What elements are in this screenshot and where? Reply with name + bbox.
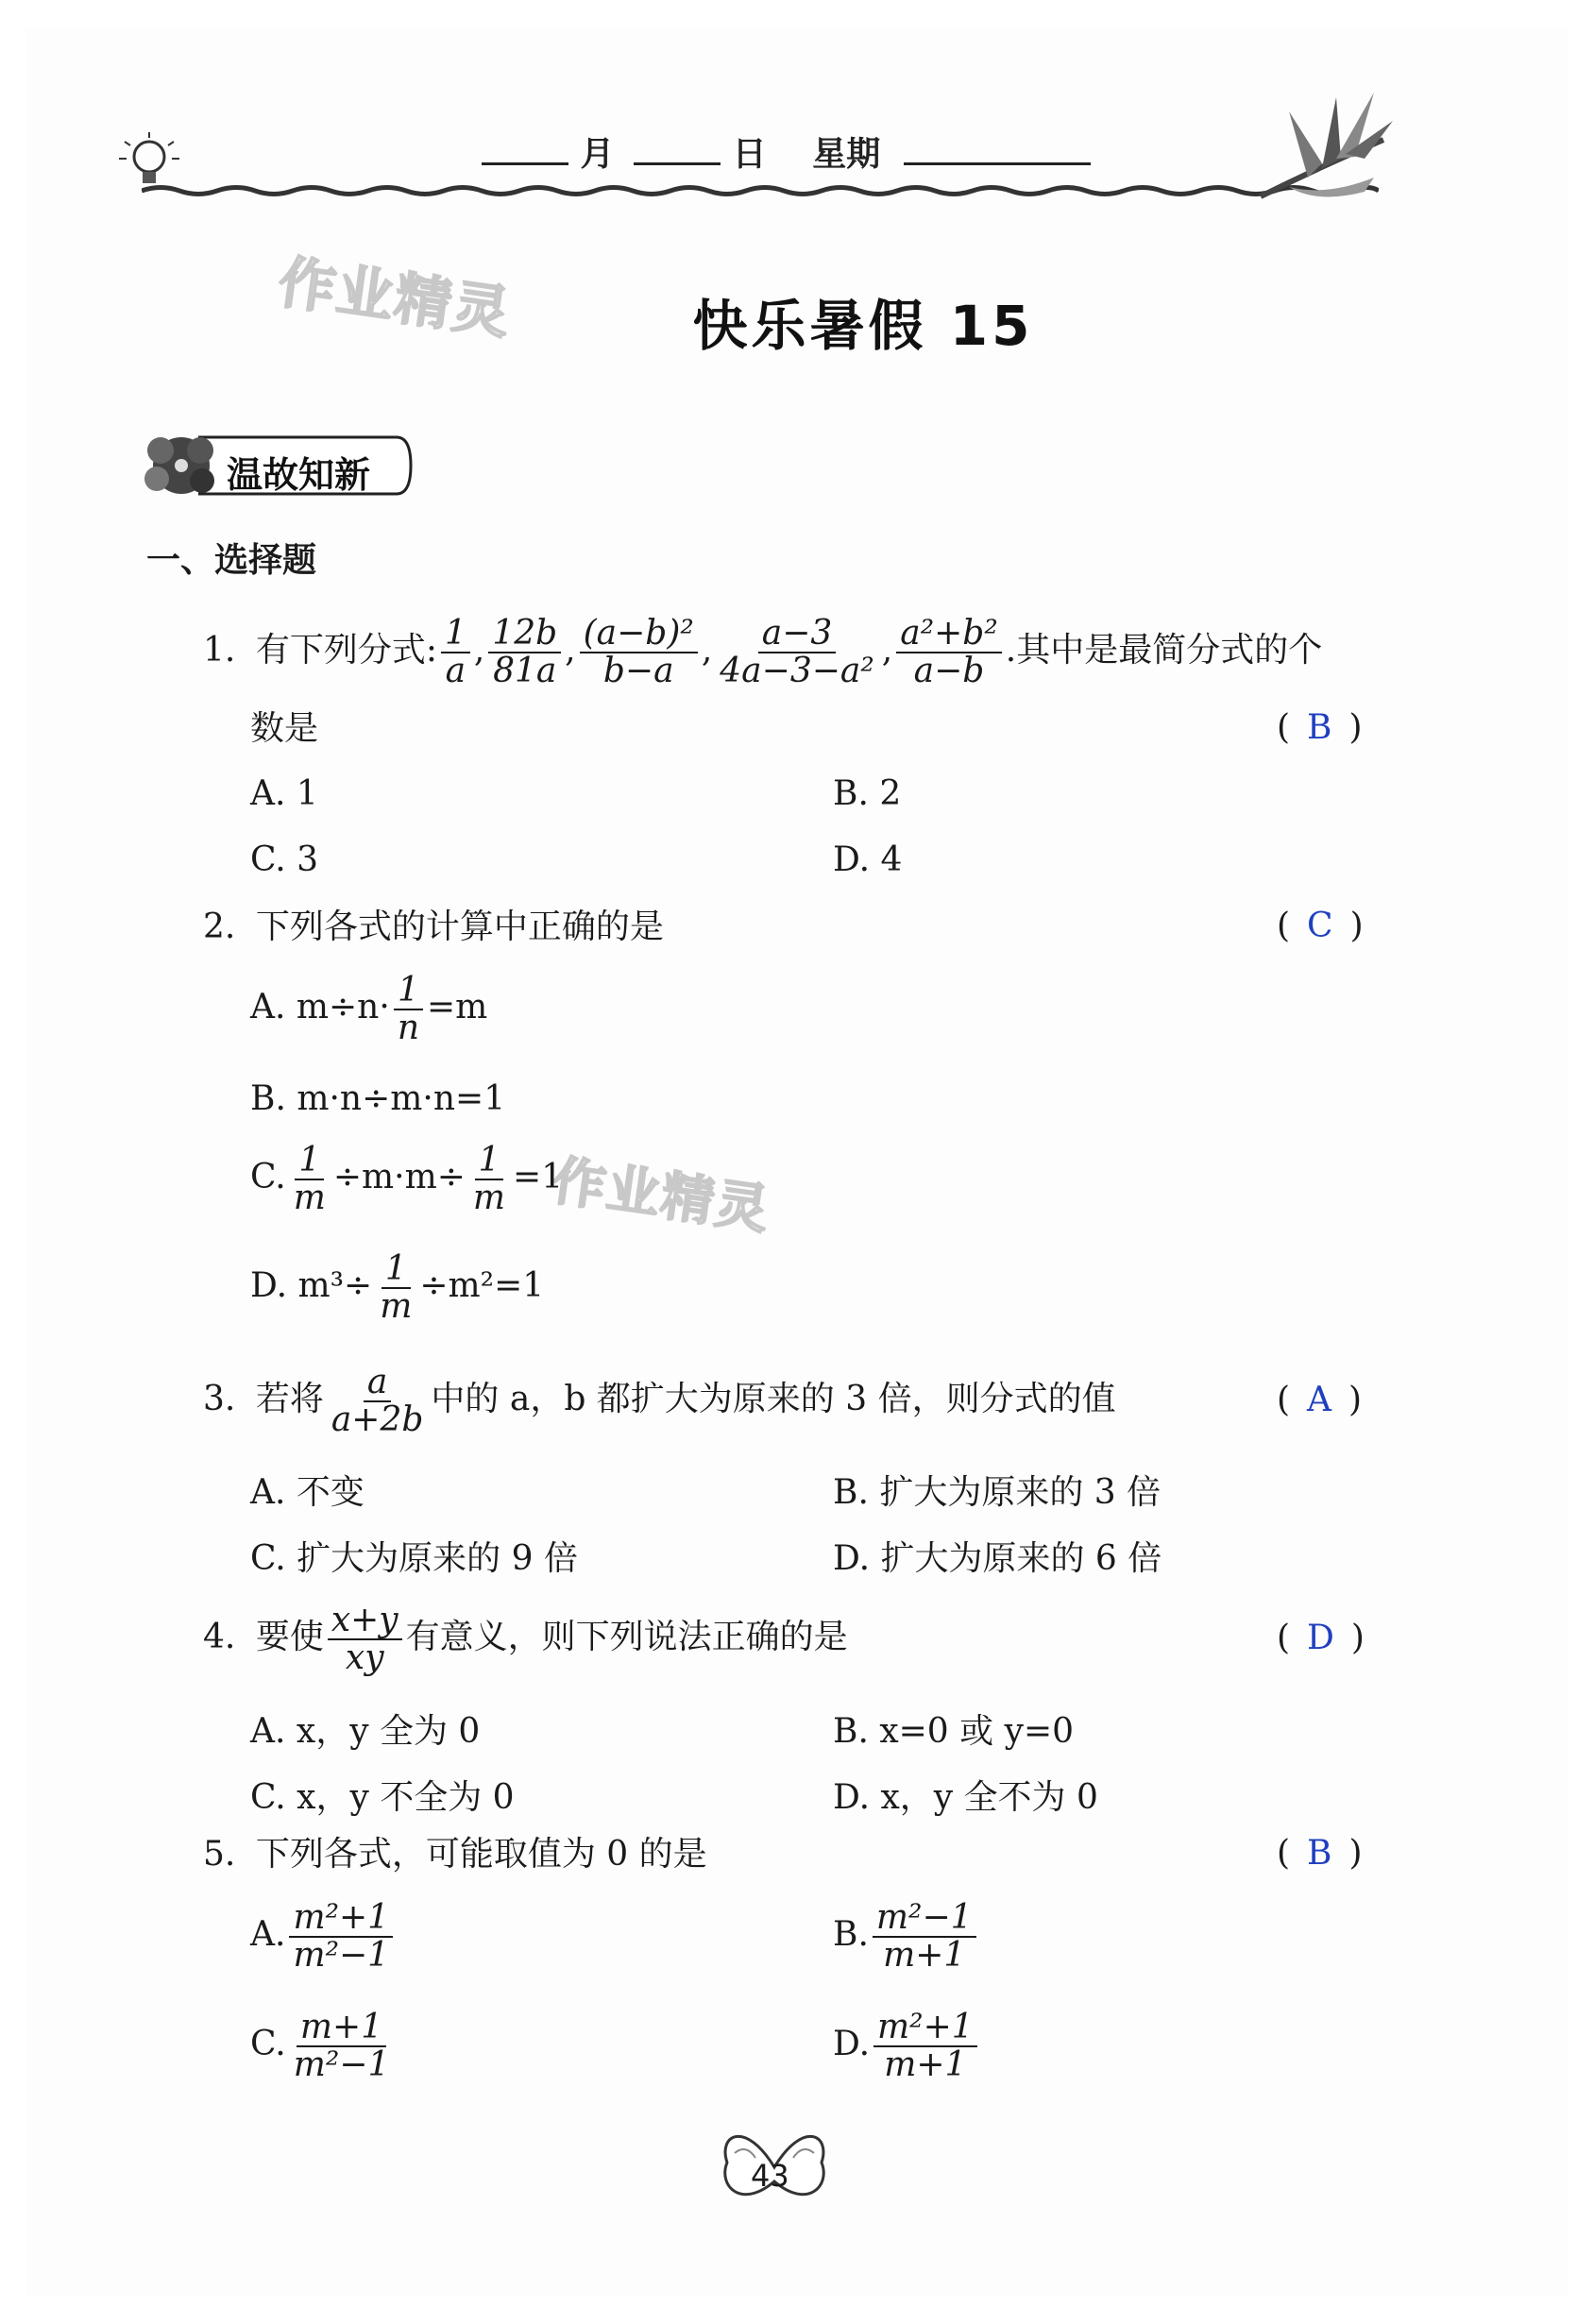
question-stem: 下列各式，可能取值为 0 的是 <box>255 1835 707 1874</box>
option-a: A. 1 <box>250 774 318 813</box>
answer-slot: (A) <box>1277 1381 1380 1419</box>
option-d: D. m³÷ $\frac{1}{m}$ ÷m²=1 <box>250 1249 545 1326</box>
option-c: C. x，y 不全为 0 <box>250 1778 515 1817</box>
question-number: 4. <box>203 1618 236 1656</box>
question-stem: 有下列分式: <box>255 631 437 670</box>
option-b: B. x=0 或 y=0 <box>833 1712 1075 1751</box>
hibiscus-flower-icon <box>144 437 214 494</box>
watermark: 作业精灵 <box>548 1150 774 1242</box>
question-stem: .其中是最简分式的个 <box>1005 631 1323 670</box>
fraction: $\frac{\text{(a−b)²}}{b-a}$ <box>580 616 698 689</box>
option-d: D. $\frac{\text{m²+1}}{m+1}$ <box>833 2010 981 2083</box>
watermark: 作业精灵 <box>274 249 516 348</box>
page-title: 快乐暑假 15 <box>692 294 1034 358</box>
question-number: 1. <box>203 631 236 670</box>
page-number: 43 <box>751 2158 789 2194</box>
month-label: 月 <box>580 135 615 174</box>
option-a: A. m÷n· $\frac{1}{n}$ =m <box>250 971 488 1047</box>
option-b: B. 扩大为原来的 3 倍 <box>833 1473 1162 1512</box>
weekday-label: 星期 <box>812 135 881 174</box>
option-d: D. 4 <box>833 840 903 879</box>
question-1: 1. 有下列分式: $\frac{1}{a}$ , $\frac{12b}{81a}$ , $\frac{\text{(a−b)²}}{b-a}$ , $\frac{a-3}{\text{4a−3−a²}}$ , $\frac{\text{a²+b²}}{a-b}$ .其中是最简分式的个 <box>203 614 1323 690</box>
question-number: 3. <box>203 1380 236 1418</box>
option-d: D. x，y 全不为 0 <box>833 1778 1098 1817</box>
weekday-blank[interactable] <box>904 134 1091 165</box>
option-c: C. 扩大为原来的 9 倍 <box>250 1539 578 1578</box>
option-a: A. 不变 <box>250 1473 365 1512</box>
fraction: $\frac{\text{a²+b²}}{a-b}$ <box>896 616 1002 689</box>
answer-slot: (B) <box>1277 1834 1380 1873</box>
option-c: C. $\frac{m+1}{\text{m²−1}}$ <box>250 2008 390 2084</box>
answer-slot: (B) <box>1277 708 1380 747</box>
date-row <box>482 127 1091 176</box>
fraction: $\frac{12b}{81a}$ <box>488 616 561 689</box>
question-stem: 下列各式的计算中正确的是 <box>255 908 664 946</box>
header-wave-line <box>142 184 1379 197</box>
fraction: $\frac{a-3}{\text{4a−3−a²}}$ <box>720 614 874 690</box>
section-title: 温故知新 <box>227 454 371 496</box>
month-blank[interactable] <box>482 134 568 165</box>
question-2 <box>203 907 664 948</box>
question-type-heading: 一、选择题 <box>146 541 317 580</box>
option-a: A. x，y 全为 0 <box>250 1712 481 1751</box>
question-number: 2. <box>203 908 236 946</box>
answer-value: B <box>1307 1834 1349 1873</box>
option-c: C. $\frac{1}{m}$ ÷m·m÷ $\frac{1}{m}$ =1 <box>250 1141 564 1217</box>
option-c: C. 3 <box>250 840 319 879</box>
day-label: 日 <box>732 135 767 174</box>
question-stem: 数是 <box>250 709 319 748</box>
answer-value: C <box>1307 907 1350 945</box>
bird-of-paradise-flower-icon <box>1251 83 1398 206</box>
option-b: B. 2 <box>833 774 902 813</box>
question-number: 5. <box>203 1835 236 1874</box>
answer-value: B <box>1307 708 1349 747</box>
question-4: 4. 要使 $\frac{x+y}{xy}$ 有意义，则下列说法正确的是 <box>203 1601 848 1677</box>
option-a: A. $\frac{\text{m²+1}}{\text{m²−1}}$ <box>250 1900 397 1974</box>
day-blank[interactable] <box>634 134 721 165</box>
option-b: B. m·n÷m·n=1 <box>250 1079 506 1118</box>
fraction: $\frac{1}{a}$ <box>441 616 470 689</box>
option-b: B. $\frac{\text{m²−1}}{m+1}$ <box>833 1900 980 1974</box>
question-5 <box>203 1834 707 1875</box>
answer-value: A <box>1307 1381 1349 1419</box>
option-d: D. 扩大为原来的 6 倍 <box>833 1539 1162 1578</box>
answer-value: D <box>1307 1619 1351 1657</box>
answer-slot: (C) <box>1277 907 1381 945</box>
answer-slot: (D) <box>1277 1619 1382 1657</box>
question-3: 3. 若将 $\frac{a}{a+2b}$ 中的 a，b 都扩大为原来的 3 倍，则分式的值 <box>203 1363 1116 1439</box>
